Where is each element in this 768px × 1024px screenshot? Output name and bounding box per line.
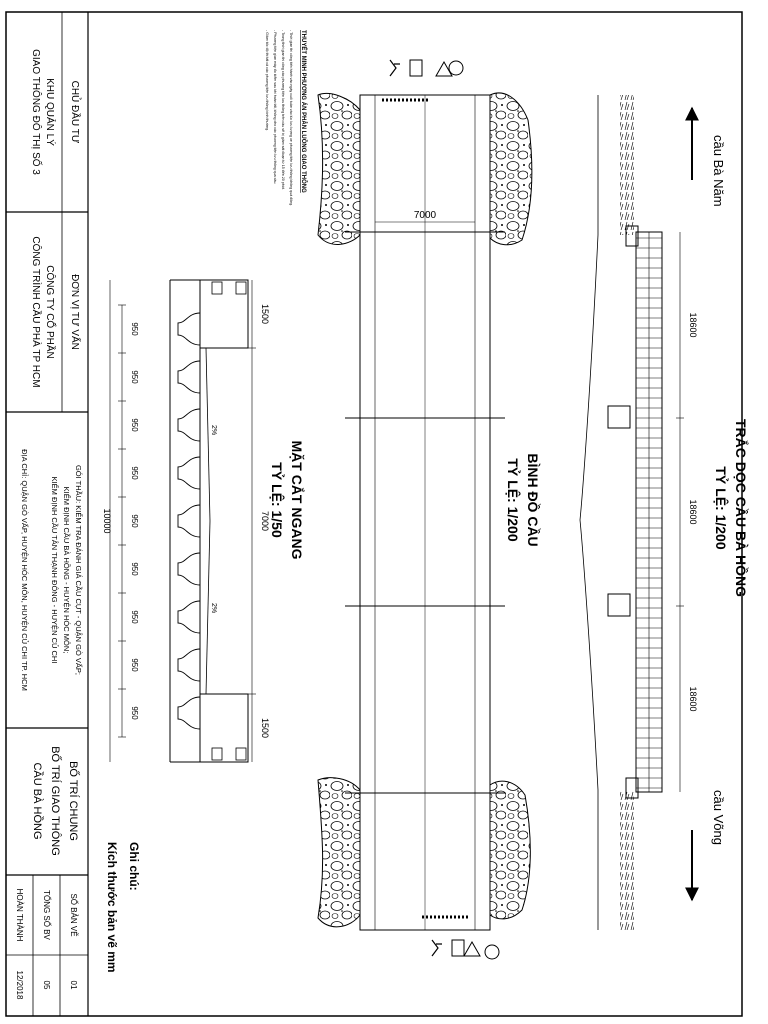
direction-top: cầu Bà Năm	[711, 135, 726, 207]
drawing-line2: BỐ TRÍ GIAO THÔNG	[49, 746, 61, 856]
girder-spacing-label: 950	[130, 706, 139, 720]
girder	[178, 313, 200, 345]
girder	[178, 553, 200, 585]
notes-block	[105, 842, 141, 973]
total-value: 05	[42, 980, 51, 990]
notes-heading: Ghi chú:	[127, 842, 141, 891]
girder-spacing-label: 950	[130, 418, 139, 432]
worker-icon	[432, 940, 442, 956]
crossfall-left: 2%	[210, 424, 217, 436]
notes-text: Kích thước bản vẽ mm	[105, 842, 119, 973]
plan-scale: TỶ LỆ: 1/200	[505, 458, 521, 542]
dim-span-1: 18600	[688, 312, 698, 338]
girder-spacing-dims	[118, 305, 139, 737]
girder	[178, 361, 200, 393]
dim-total-width: 10000	[102, 508, 112, 534]
traffic-note-4: - Giảm tốc độ thi tất cả các phương tiện lưu thông bình thường.	[265, 30, 269, 132]
section-title: MẶT CẮT NGANG	[289, 440, 305, 560]
drawing-line3: CẦU BÀ HỒNG	[31, 762, 43, 840]
girder-spacing-label: 950	[130, 658, 139, 672]
sheet-no-value: 01	[69, 980, 78, 990]
girder-spacing-label: 950	[130, 610, 139, 624]
traffic-note-3: - Phương tiện gian máy đo kiểm sau khi hoàn tất, không cho các phương tiện lưu thông qua cầu.	[273, 30, 277, 185]
girder	[178, 457, 200, 489]
owner-line1: KHU QUẢN LÝ	[44, 78, 55, 146]
stop-sign-icon	[485, 945, 499, 959]
direction-bottom: cầu Võng	[711, 790, 726, 845]
dim-road-top: 7000	[413, 210, 437, 221]
drawing-line1: BỐ TRÍ CHUNG	[67, 761, 79, 841]
warning-sign-icon	[464, 942, 480, 956]
consultant-line2: CÔNG TRÌNH CẦU PHÀ TP HCM	[30, 236, 41, 388]
owner-line2: GIAO THÔNG ĐÔ THỊ SỐ 3	[30, 49, 41, 175]
plan-title: BÌNH ĐỒ CẦU	[525, 453, 541, 547]
girder	[178, 505, 200, 537]
sheet-no-label: SỐ BẢN VẼ	[69, 893, 78, 937]
worker-icon	[390, 60, 400, 76]
dim-road-mid: 7000	[260, 510, 270, 532]
dim-span-3: 18600	[688, 686, 698, 712]
dim-sidewalk-left: 1500	[260, 303, 270, 325]
plan-view	[318, 60, 542, 959]
package-line1: GÓI THẦU: KIỂM TRA ĐÁNH GIÁ CẦU CỤT - QUẬN GÒ VẤP;	[74, 464, 83, 676]
address-line: ĐỊA CHỈ: QUẬN GÒ VẤP, HUYỆN HÓC MÔN, HUYỆN CỦ CHI TP. HCM	[20, 449, 29, 691]
section-scale: TỶ LỆ: 1/50	[269, 462, 285, 538]
consultant-label: ĐƠN VỊ TƯ VẤN	[69, 274, 80, 350]
girder-spacing-label: 950	[130, 466, 139, 480]
longitudinal-scale: TỶ LỆ: 1/200	[713, 466, 729, 550]
traffic-notes-heading: THUYẾT MINH PHƯƠNG ÁN PHÂN LUỒNG GIAO THÔNG	[300, 30, 306, 193]
longitudinal-title: TRẮC DỌC CẦU BÀ HỒNG	[733, 418, 749, 598]
completed-label: HOÀN THÀNH	[15, 888, 24, 942]
completed-value: 12/2018	[15, 970, 24, 1000]
info-board-icon	[452, 940, 464, 956]
title-block	[6, 12, 88, 1016]
girder	[178, 601, 200, 633]
crossfall-right: 2%	[210, 602, 217, 614]
girder-spacing-label: 950	[130, 322, 139, 336]
traffic-note-1: - Thời gian thi công tiến hành vào ngày cuối tuần vào lúc lưu lượng xe phương tiện lưu thông không quá đông.	[289, 30, 293, 207]
girder-spacing-label: 950	[130, 370, 139, 384]
girder	[178, 697, 200, 729]
longitudinal-profile	[580, 95, 750, 930]
owner-label: CHỦ ĐẦU TƯ	[69, 80, 80, 144]
girder-group	[178, 313, 200, 729]
package-line2: KIỂM ĐỊNH CẦU BÀ HỒNG - HUYỆN HÓC MÔN;	[62, 486, 71, 654]
dim-span-2: 18600	[688, 499, 698, 525]
total-label: TỔNG SỐ BV	[42, 890, 51, 940]
traffic-notes	[265, 30, 308, 206]
girder	[178, 409, 200, 441]
traffic-note-2: - Trong thời gian thi công các phương tiện lưu thông trên cầu sẽ bị giám sát đoạn từ 15 đến 20 phút.	[281, 30, 285, 190]
package-line3: KIỂM ĐỊNH CẦU TÂN THẠNH ĐÔNG - HUYỆN CỦ CHI	[50, 476, 59, 664]
dim-sidewalk-right: 1500	[260, 717, 270, 739]
info-board-icon	[410, 60, 422, 76]
girder-spacing-label: 950	[130, 562, 139, 576]
girder	[178, 649, 200, 681]
stop-sign-icon	[449, 61, 463, 75]
consultant-line1: CÔNG TY CỔ PHẦN	[44, 265, 55, 359]
cross-section	[102, 280, 306, 762]
girder-spacing-label: 950	[130, 514, 139, 528]
